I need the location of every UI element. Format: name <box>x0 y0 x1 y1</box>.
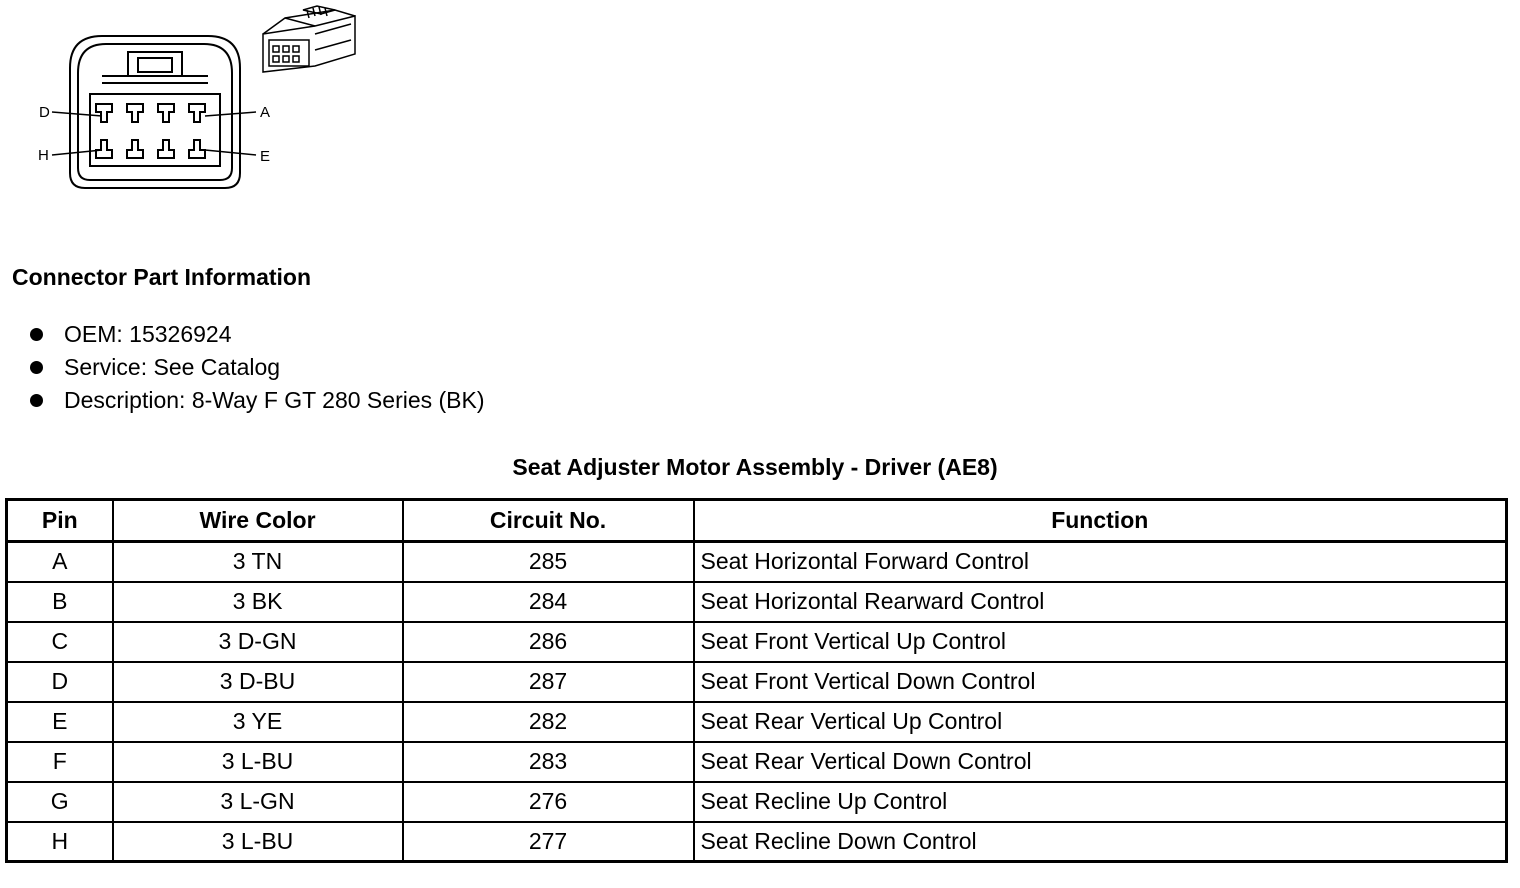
table-row <box>7 702 1507 742</box>
part-info-service: Service: See Catalog <box>64 354 281 380</box>
list-item <box>28 384 485 417</box>
cell-circuit-no: 287 <box>403 662 694 702</box>
part-info-list <box>28 318 485 417</box>
cell-function: Seat Recline Up Control <box>694 782 1507 822</box>
table-row <box>7 622 1507 662</box>
cell-function: Seat Front Vertical Up Control <box>694 622 1507 662</box>
part-info-heading: Connector Part Information <box>12 264 312 290</box>
cell-wire-color: 3 BK <box>113 582 403 622</box>
bullet-icon <box>30 361 43 374</box>
part-info-oem: OEM: 15326924 <box>64 321 232 347</box>
cell-function: Seat Rear Vertical Down Control <box>694 742 1507 782</box>
connector-face-diagram <box>30 28 290 198</box>
cell-pin: H <box>7 822 113 862</box>
table-header-row <box>7 500 1507 542</box>
bullet-icon <box>30 394 43 407</box>
cell-function: Seat Recline Down Control <box>694 822 1507 862</box>
cell-wire-color: 3 TN <box>113 542 403 582</box>
bullet-icon <box>30 328 43 341</box>
table-row <box>7 822 1507 862</box>
list-item <box>28 318 485 351</box>
cell-wire-color: 3 YE <box>113 702 403 742</box>
header-wire-color: Wire Color <box>113 500 403 542</box>
pinout-table <box>5 498 1508 863</box>
header-pin: Pin <box>7 500 113 542</box>
pin-label-a: A <box>260 104 271 121</box>
header-circuit-no: Circuit No. <box>403 500 694 542</box>
connector-isometric-diagram <box>255 4 365 84</box>
part-info-description: Description: 8-Way F GT 280 Series (BK) <box>64 387 485 413</box>
cell-circuit-no: 282 <box>403 702 694 742</box>
header-function: Function <box>694 500 1507 542</box>
cell-pin: C <box>7 622 113 662</box>
cell-circuit-no: 284 <box>403 582 694 622</box>
cell-function: Seat Front Vertical Down Control <box>694 662 1507 702</box>
cell-circuit-no: 276 <box>403 782 694 822</box>
cell-wire-color: 3 D-BU <box>113 662 403 702</box>
cell-circuit-no: 285 <box>403 542 694 582</box>
cell-wire-color: 3 L-BU <box>113 822 403 862</box>
table-row <box>7 782 1507 822</box>
pin-label-d: D <box>39 104 50 121</box>
cell-wire-color: 3 D-GN <box>113 622 403 662</box>
cell-pin: B <box>7 582 113 622</box>
cell-circuit-no: 283 <box>403 742 694 782</box>
cell-function: Seat Rear Vertical Up Control <box>694 702 1507 742</box>
cell-pin: E <box>7 702 113 742</box>
cell-pin: G <box>7 782 113 822</box>
table-title: Seat Adjuster Motor Assembly - Driver (AE8) <box>512 454 998 480</box>
list-item <box>28 351 485 384</box>
table-row <box>7 662 1507 702</box>
cell-pin: F <box>7 742 113 782</box>
cell-circuit-no: 277 <box>403 822 694 862</box>
pin-label-e: E <box>260 148 271 165</box>
cell-circuit-no: 286 <box>403 622 694 662</box>
cell-pin: D <box>7 662 113 702</box>
pin-label-h: H <box>38 147 49 164</box>
cell-wire-color: 3 L-GN <box>113 782 403 822</box>
table-row <box>7 582 1507 622</box>
cell-function: Seat Horizontal Rearward Control <box>694 582 1507 622</box>
table-row <box>7 742 1507 782</box>
cell-pin: A <box>7 542 113 582</box>
cell-wire-color: 3 L-BU <box>113 742 403 782</box>
cell-function: Seat Horizontal Forward Control <box>694 542 1507 582</box>
table-row <box>7 542 1507 582</box>
